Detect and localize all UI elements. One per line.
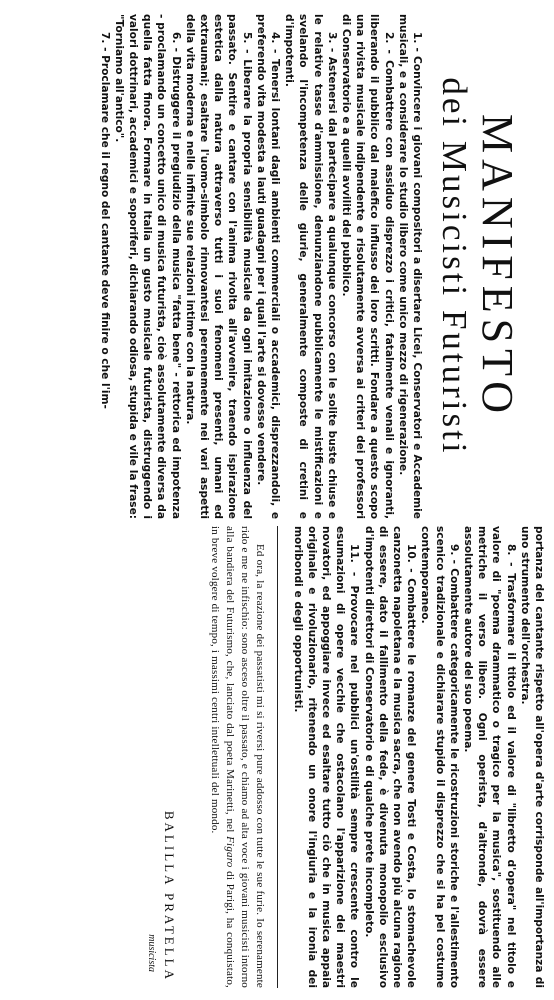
page-title: MANIFESTO (473, 113, 522, 419)
manifesto-point-7-continued: portanza del cantante rispetto all'opera d'arte corrisponde all'importanza di uno strumento dell'orchestra. (518, 526, 545, 988)
manifesto-point-8: 8. - Trasformare il titolo ed il valore di "libretto d'opera" nel titolo e valore di "poema drammatico o tragico per la musica", sostituendo alle metriche il verso libero. Ogni operista, d'altronde, dovrà essere assolutamente autore del suo poema. (461, 526, 517, 988)
closing-figaro: Figaro (224, 836, 237, 868)
manifesto-point-4: 4. - Tenersi lontani dagli ambienti commerciali o accademici, disprezzandoli, e preferendo vita modesta a lauti guadagni per i quali l'arte si dovesse vendere. (254, 14, 281, 519)
closing-paragraph (207, 526, 267, 988)
right-column (6, 526, 546, 988)
title-block (434, 14, 520, 519)
signature-name: BALILLA PRATELLA (162, 810, 178, 982)
left-column (6, 14, 546, 519)
manifesto-point-2: 2. - Combattere con assiduo disprezzo i critici, fatalmente venali e ignoranti, liberando il pubblico dal malefico influsso dei loro scritti. Fondare a questo scopo una rivista musicale indipendente e risolutamente avversa ai criteri dei professori di Conservatorio e a quelli avviliti del pubblico. (339, 14, 395, 519)
page-subtitle: dei Musicisti Futuristi (435, 77, 474, 456)
manifesto-point-7: 7. - Proclamare che il regno del cantante deve finire o che l'im- (98, 32, 111, 409)
manifesto-point-1: 1. - Convincere i giovani compositori a disertare Licei, Conservatori e Accademie musicali, e a considerare lo studio libero come unico mezzo di rigenerazione. (396, 14, 423, 519)
manifesto-point-9: 9. - Combattere categoricamente le ricostruzioni storiche e l'allestimento scenico tradizionale e dichiarare stupido il disprezzo che si ha pel costume contemporaneo. (419, 526, 460, 988)
signature-block (146, 526, 177, 988)
manifesto-point-5: 5. - Liberare la propria sensibilità musicale da ogni imitazione o influenza del passato. Sentire e cantare con l'anima rivolta all'avvenire, traendo ispirazione estetica dalla natura attraverso tutti i suoi fenomeni presenti, umani ed extraumani; esaltare l'uomo-simbolo rinnovantesi perennemente nei vari aspetti della vita moderna e nelle infinite sue relazioni intime con la natura. (183, 14, 253, 519)
manifesto-point-3: 3. - Astenersi dal partecipare a qualunque concorso con le solite buste chiuse e le relative tasse d'ammissione, denunziandone pubblicamente le mistificazioni e svelando l'incompetenza delle giurie, generalmente composte di cretini e d'impotenti. (283, 14, 338, 519)
closing-text-b: di Parigi, ha conquistato, in breve volgere di tempo, i massimi centri intellettuali del mondo. (209, 526, 237, 988)
closing-text-a: Ed ora, la reazione dei passatisti mi si riversi pure addosso con tutte le sue furie. Io serenamente rido e me ne infischio: sono asceso oltre il passato, e chiamo ad alta voce i giovani musicisti intorno alla bandiera del Futurismo, che, lanciato dal poeta Marinetti, nel (224, 526, 267, 988)
manifesto-point-10: 10. - Combattere le romanze del genere Tosti e Costa, lo stomachevole canzonetta napoletana e la musica sacra, che non avendo più alcuna ragione di essere, dato il fallimento della fede, è divenuta monopolio esclusivo d'impotenti direttori di Conservatorio e di qualche prete incompleto. (362, 526, 418, 988)
manifesto-point-6: 6. - Distruggere il pregiudizio della musica "fatta bene" - rettorica ed impotenza - proclamando un concetto unico di musica futurista, cioè assolutamente diversa da quella fatta finora. Formare in Italia un gusto musicale futurista, distruggendo i valori dottrinari, accademici e soporiferi, dichiarando odiosa, stupida e vile la frase: "Torniamo all'antico". (112, 14, 182, 519)
manifesto-point-11: 11. - Provocare nel pubblici un'ostilità sempre crescente contro le esumazioni di opere vecchie che ostacolano l'apparizione dei maestri novatori, ed appoggiare invece ed esaltare tutto ciò che in musica appaia originale e rivoluzionario, ritenendo un onore l'ingiuria e la ironia dei moribondi e degli opportunisti. (291, 526, 361, 988)
signature-role: musicista (146, 934, 158, 972)
section-divider (277, 526, 278, 988)
